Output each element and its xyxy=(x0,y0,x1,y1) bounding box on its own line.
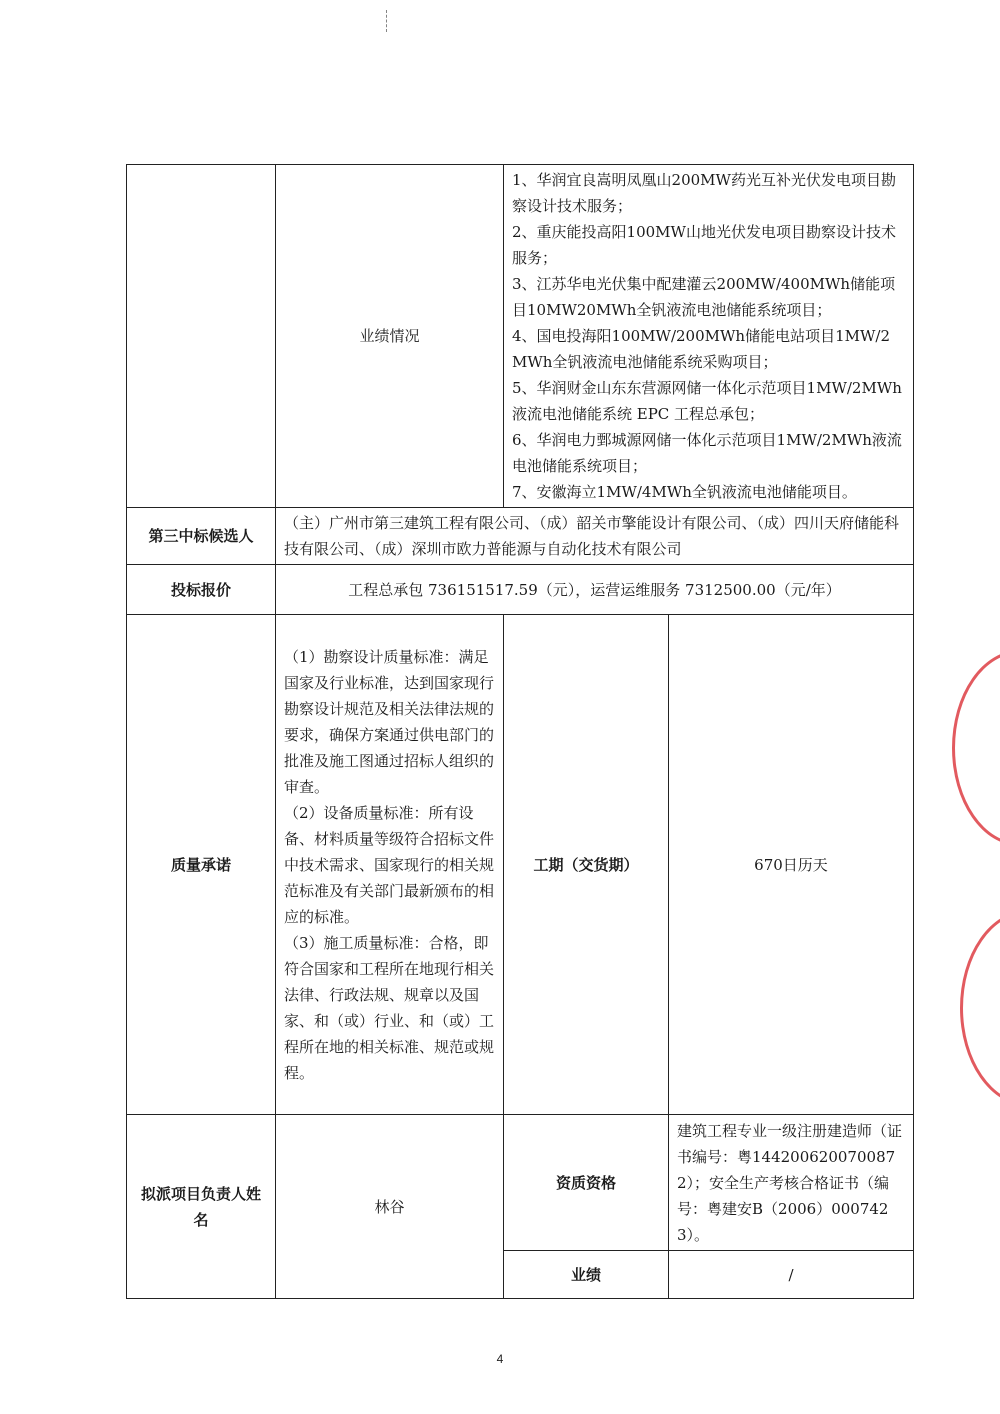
row-performance xyxy=(127,165,914,508)
quality-item: （3）施工质量标准：合格，即符合国家和工程所在地现行相关法律、行政法规、规章以及国家、和（或）行业、和（或）工程所在地的相关标准、规范或规程。 xyxy=(284,933,495,1082)
company-seal-1 xyxy=(952,650,1000,846)
page-top-mark xyxy=(386,10,389,32)
manager-performance-label: 业绩 xyxy=(504,1251,669,1299)
quality-item: （2）设备质量标准：所有设备、材料质量等级符合招标文件中技术需求、国家现行的相关规范标准及有关部门最新颁布的相应的标准。 xyxy=(284,803,495,926)
row-quality xyxy=(127,615,914,1115)
performance-item: 5、华润财金山东东营源网储一体化示范项目1MW/2MWh液流电池储能系统 EPC 工程总承包； xyxy=(512,379,902,423)
third-candidate-label: 第三中标候选人 xyxy=(127,508,276,565)
period-label: 工期（交货期） xyxy=(504,615,669,1115)
manager-label: 拟派项目负责人姓名 xyxy=(127,1115,276,1299)
third-candidate-value: （主）广州市第三建筑工程有限公司、（成）韶关市擎能设计有限公司、（成）四川天府储能科技有限公司、（成）深圳市欧力普能源与自动化技术有限公司 xyxy=(276,508,914,565)
manager-name: 林谷 xyxy=(276,1115,504,1299)
performance-item: 1、华润宜良嵩明凤凰山200MW药光互补光伏发电项目勘察设计技术服务； xyxy=(512,171,896,215)
performance-item: 4、国电投海阳100MW/200MWh储能电站项目1MW/2MWh全钒液流电池储能系统采购项目； xyxy=(512,327,890,371)
performance-list xyxy=(504,165,914,508)
qualification-value: 建筑工程专业一级注册建造师（证书编号：粤1442006200700872）；安全生产考核合格证书（编号：粤建安B（2006）0007423）。 xyxy=(669,1115,914,1251)
performance-item: 3、江苏华电光伏集中配建灌云200MW/400MWh储能项目10MW20MWh全钒液流电池储能系统项目； xyxy=(512,275,896,319)
quality-item: （1）勘察设计质量标准：满足国家及行业标准，达到国家现行勘察设计规范及相关法律法规的要求，确保方案通过供电部门的批准及施工图通过招标人组织的审查。 xyxy=(284,647,495,796)
bid-candidate-table xyxy=(126,164,914,1299)
row-manager-qualification xyxy=(127,1115,914,1251)
manager-performance-value: / xyxy=(669,1251,914,1299)
quality-label: 质量承诺 xyxy=(127,615,276,1115)
performance-item: 7、安徽海立1MW/4MWh全钒液流电池储能项目。 xyxy=(512,483,857,501)
quality-list xyxy=(276,615,504,1115)
performance-item: 2、重庆能投高阳100MW山地光伏发电项目勘察设计技术服务； xyxy=(512,223,896,267)
performance-item: 6、华润电力鄄城源网储一体化示范项目1MW/2MWh液流电池储能系统项目； xyxy=(512,431,902,475)
row-third-candidate xyxy=(127,508,914,565)
performance-blank-cell xyxy=(127,165,276,508)
bid-price-value: 工程总承包 736151517.59（元），运营运维服务 7312500.00（元/年） xyxy=(276,565,914,615)
period-value: 670日历天 xyxy=(669,615,914,1115)
bid-price-label: 投标报价 xyxy=(127,565,276,615)
performance-label: 业绩情况 xyxy=(276,165,504,508)
company-seal-2 xyxy=(960,910,1000,1106)
row-bid-price xyxy=(127,565,914,615)
qualification-label: 资质资格 xyxy=(504,1115,669,1251)
page-number: 4 xyxy=(496,1352,504,1366)
